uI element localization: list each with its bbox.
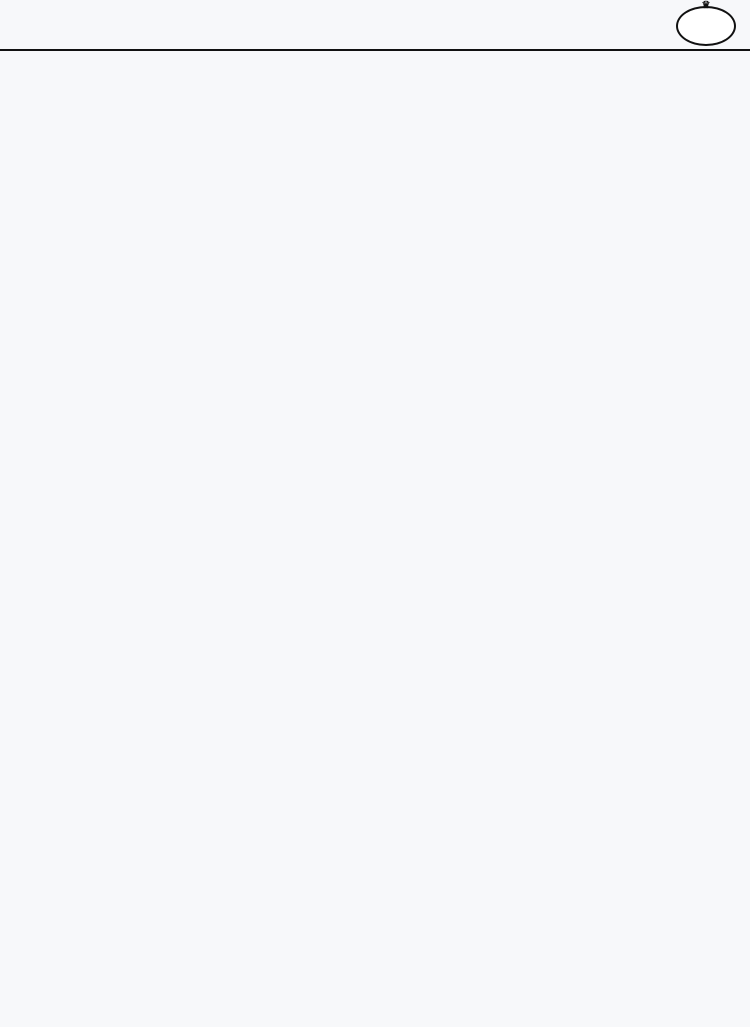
kroon-oil-logo [676, 0, 736, 46]
header-rule [0, 49, 750, 51]
page-header [0, 0, 750, 50]
crown-icon: ♛ [701, 0, 711, 11]
